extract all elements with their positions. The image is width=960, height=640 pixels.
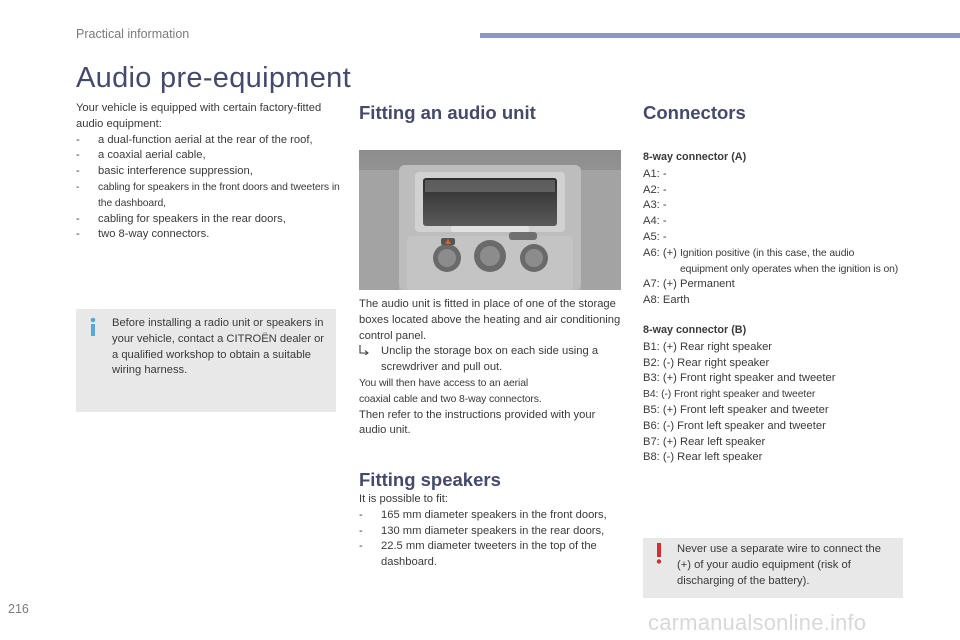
pin-b6: B6: (-) Front left speaker and tweeter xyxy=(643,419,826,432)
list-item: - 130 mm diameter speakers in the rear doors, xyxy=(359,524,623,540)
list-item: - a coaxial aerial cable, xyxy=(76,148,342,164)
fitting-paragraph: You will then have access to an aerial xyxy=(359,377,529,389)
fitting-speakers-heading: Fitting speakers xyxy=(359,469,501,490)
speakers-intro: It is possible to fit: xyxy=(359,493,448,505)
fitting-paragraph: Then refer to the instructions provided with your audio unit. xyxy=(359,408,596,437)
warning-text: Never use a separate wire to connect the (+) of your audio equipment (risk of discharging of the battery). xyxy=(677,543,881,587)
pin-b1: B1: (+) Rear right speaker xyxy=(643,340,773,353)
pin-a7: A7: (+) Permanent xyxy=(643,278,735,291)
pin-b5: B5: (+) Front left speaker and tweeter xyxy=(643,403,829,416)
section-label: Practical information xyxy=(76,27,190,41)
connector-b xyxy=(643,323,933,466)
pin-b3: B3: (+) Front right speaker and tweeter xyxy=(643,372,836,385)
pin-a6-prefix: A6: (+) xyxy=(643,246,680,259)
equipment-list xyxy=(76,133,342,244)
fitting-audio-unit-heading: Fitting an audio unit xyxy=(359,102,536,123)
fitting-speakers-text xyxy=(359,492,623,571)
intro-text: Your vehicle is equipped with certain factory-fitted audio equipment: xyxy=(76,102,322,130)
pin-a4: A4: - xyxy=(643,215,667,228)
connector-a xyxy=(643,150,933,309)
audio-console-photo xyxy=(359,150,621,290)
list-item: - cabling for speakers in the rear doors, xyxy=(76,212,342,228)
intro-section xyxy=(76,101,342,243)
fitting-paragraph: coaxial cable and two 8-way connectors. xyxy=(359,393,542,405)
info-icon xyxy=(86,316,100,338)
pin-a2: A2: - xyxy=(643,183,667,196)
pin-b4: B4: (-) Front right speaker and tweeter xyxy=(643,389,816,401)
connectors-heading: Connectors xyxy=(643,102,746,123)
pin-a1: A1: - xyxy=(643,167,667,180)
fitting-paragraph: The audio unit is fitted in place of one of the storage boxes located above the heating and air conditioning control panel. xyxy=(359,298,621,342)
info-text: Before installing a radio unit or speakers in your vehicle, contact a CITROËN dealer or a qualified workshop to obtain a suitable wiring harness. xyxy=(112,317,325,377)
list-item: - 22.5 mm diameter tweeters in the top of the dashboard. xyxy=(359,539,623,571)
list-item: - 165 mm diameter speakers in the front doors, xyxy=(359,508,623,524)
watermark: carmanualsonline.info xyxy=(648,610,867,635)
header-bar xyxy=(480,33,960,38)
page-number: 216 xyxy=(8,602,29,616)
pin-a3: A3: - xyxy=(643,199,667,212)
step-text: Unclip the storage box on each side using a screwdriver and pull out. xyxy=(381,345,599,374)
list-item: - a dual-function aerial at the rear of the roof, xyxy=(76,133,342,149)
page-title: Audio pre-equipment xyxy=(76,62,351,94)
pin-b7: B7: (+) Rear left speaker xyxy=(643,435,766,448)
connector-a-title: 8-way connector (A) xyxy=(643,151,747,163)
pin-b2: B2: (-) Rear right speaker xyxy=(643,356,770,369)
pin-a5: A5: - xyxy=(643,230,667,243)
list-item: - cabling for speakers in the front doors and tweeters in the dashboard, xyxy=(76,180,342,212)
instruction-step xyxy=(359,344,623,376)
pin-a6-text: Ignition positive (in this case, the audio xyxy=(680,247,855,259)
fitting-audio-unit-text xyxy=(359,297,623,439)
pin-a6-continuation: equipment only operates when the ignition is on) xyxy=(680,263,899,275)
pin-a8: A8: Earth xyxy=(643,294,690,307)
connector-b-title: 8-way connector (B) xyxy=(643,324,747,336)
pin-a6 xyxy=(643,246,933,262)
speakers-list xyxy=(359,508,623,571)
exclamation-icon xyxy=(652,541,666,565)
arrow-icon xyxy=(359,344,369,361)
pin-b8: B8: (-) Rear left speaker xyxy=(643,451,763,464)
list-item: - two 8-way connectors. xyxy=(76,227,342,243)
list-item: - basic interference suppression, xyxy=(76,164,342,180)
